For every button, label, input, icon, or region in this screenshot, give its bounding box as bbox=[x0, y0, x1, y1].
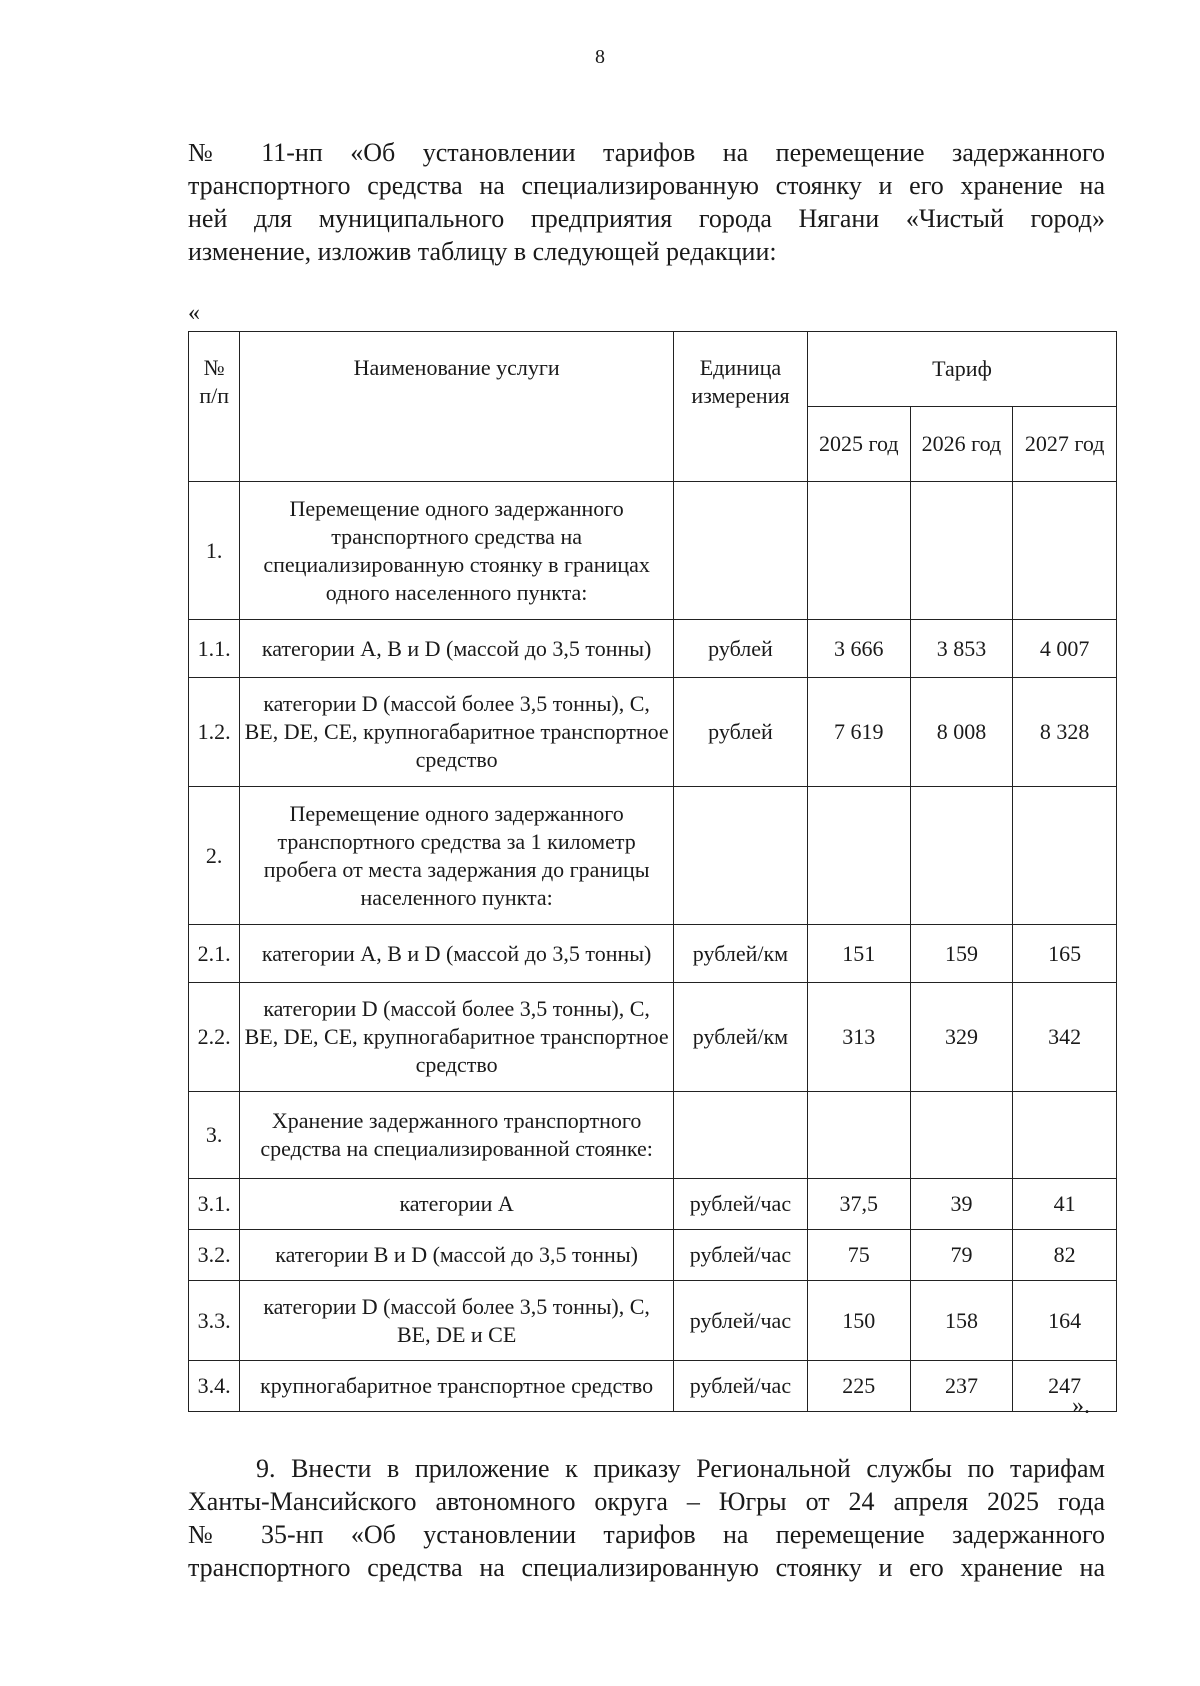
cell-2025: 37,5 bbox=[807, 1179, 910, 1230]
cell-num: 1.1. bbox=[189, 620, 240, 678]
table-header-row bbox=[189, 332, 1117, 407]
cell-2025 bbox=[807, 482, 910, 620]
cell-num: 3.3. bbox=[189, 1281, 240, 1361]
cell-unit: рублей/час bbox=[673, 1361, 807, 1412]
header-tariff: Тариф bbox=[807, 332, 1116, 407]
cell-2026 bbox=[910, 787, 1013, 925]
header-year-2026: 2026 год bbox=[910, 407, 1013, 482]
cell-service: Хранение задержанного транспортного средства на специализированной стоянке: bbox=[240, 1092, 674, 1179]
table-row bbox=[189, 620, 1117, 678]
cell-2027: 82 bbox=[1013, 1230, 1117, 1281]
table-row bbox=[189, 1230, 1117, 1281]
cell-num: 3.2. bbox=[189, 1230, 240, 1281]
table-close-quote: ». bbox=[1072, 1393, 1090, 1419]
table-row bbox=[189, 787, 1117, 925]
cell-num: 2.1. bbox=[189, 925, 240, 983]
cell-2026: 8 008 bbox=[910, 678, 1013, 787]
cell-service: крупногабаритное транспортное средство bbox=[240, 1361, 674, 1412]
cell-unit bbox=[673, 482, 807, 620]
cell-2025: 7 619 bbox=[807, 678, 910, 787]
cell-2027: 8 328 bbox=[1013, 678, 1117, 787]
cell-2025: 225 bbox=[807, 1361, 910, 1412]
cell-2027 bbox=[1013, 787, 1117, 925]
cell-2027: 4 007 bbox=[1013, 620, 1117, 678]
table-open-quote: « bbox=[188, 300, 200, 326]
cell-unit: рублей/км bbox=[673, 983, 807, 1092]
cell-2026: 159 bbox=[910, 925, 1013, 983]
table-row bbox=[189, 1281, 1117, 1361]
cell-unit bbox=[673, 1092, 807, 1179]
outro-line: Ханты-Мансийского автономного округа – Югры от 24 апреля 2025 года bbox=[188, 1487, 1105, 1516]
table-row bbox=[189, 1361, 1117, 1412]
cell-service: категории A, B и D (массой до 3,5 тонны) bbox=[240, 925, 674, 983]
tariff-table bbox=[188, 331, 1117, 1412]
cell-service: категории A bbox=[240, 1179, 674, 1230]
cell-service: категории B и D (массой до 3,5 тонны) bbox=[240, 1230, 674, 1281]
cell-num: 2. bbox=[189, 787, 240, 925]
outro-line: транспортного средства на специализированную стоянку и его хранение на bbox=[188, 1553, 1105, 1582]
cell-2025: 75 bbox=[807, 1230, 910, 1281]
header-unit: Единица измерения bbox=[673, 332, 807, 482]
table-row bbox=[189, 983, 1117, 1092]
table-row bbox=[189, 482, 1117, 620]
intro-line: транспортного средства на специализированную стоянку и его хранение на bbox=[188, 171, 1105, 200]
cell-unit: рублей bbox=[673, 620, 807, 678]
table-row bbox=[189, 1092, 1117, 1179]
intro-line: ней для муниципального предприятия города Нягани «Чистый город» bbox=[188, 204, 1105, 233]
cell-2026 bbox=[910, 482, 1013, 620]
cell-num: 3. bbox=[189, 1092, 240, 1179]
page-number: 8 bbox=[595, 46, 605, 68]
table-row bbox=[189, 678, 1117, 787]
cell-service: Перемещение одного задержанного транспортного средства на специализированную стоянку в границах одного населенного пункта: bbox=[240, 482, 674, 620]
cell-service: категории D (массой более 3,5 тонны), C, BE, DE, CE, крупногабаритное транспортное средство bbox=[240, 983, 674, 1092]
header-year-2025: 2025 год bbox=[807, 407, 910, 482]
cell-2026: 3 853 bbox=[910, 620, 1013, 678]
intro-paragraph bbox=[188, 136, 1105, 268]
cell-num: 1.2. bbox=[189, 678, 240, 787]
outro-line: 9. Внести в приложение к приказу Региональной службы по тарифам bbox=[256, 1454, 1105, 1483]
cell-2027: 342 bbox=[1013, 983, 1117, 1092]
cell-service: категории A, B и D (массой до 3,5 тонны) bbox=[240, 620, 674, 678]
header-num: № п/п bbox=[189, 332, 240, 482]
cell-num: 3.1. bbox=[189, 1179, 240, 1230]
header-service: Наименование услуги bbox=[240, 332, 674, 482]
cell-service: категории D (массой более 3,5 тонны), C, BE, DE и CE bbox=[240, 1281, 674, 1361]
cell-service: категории D (массой более 3,5 тонны), C, BE, DE, CE, крупногабаритное транспортное средство bbox=[240, 678, 674, 787]
cell-2025: 151 bbox=[807, 925, 910, 983]
cell-2026 bbox=[910, 1092, 1013, 1179]
cell-unit: рублей/час bbox=[673, 1179, 807, 1230]
cell-unit: рублей bbox=[673, 678, 807, 787]
cell-unit: рублей/км bbox=[673, 925, 807, 983]
cell-num: 3.4. bbox=[189, 1361, 240, 1412]
cell-2026: 79 bbox=[910, 1230, 1013, 1281]
cell-2027: 164 bbox=[1013, 1281, 1117, 1361]
outro-line: № 35-нп «Об установлении тарифов на перемещение задержанного bbox=[188, 1520, 1105, 1549]
intro-line: изменение, изложив таблицу в следующей редакции: bbox=[188, 237, 777, 266]
cell-unit bbox=[673, 787, 807, 925]
cell-2027 bbox=[1013, 1092, 1117, 1179]
table-row bbox=[189, 1179, 1117, 1230]
cell-2025: 3 666 bbox=[807, 620, 910, 678]
cell-2025 bbox=[807, 1092, 910, 1179]
cell-2027: 165 bbox=[1013, 925, 1117, 983]
cell-2026: 237 bbox=[910, 1361, 1013, 1412]
cell-unit: рублей/час bbox=[673, 1230, 807, 1281]
cell-num: 1. bbox=[189, 482, 240, 620]
cell-2027 bbox=[1013, 482, 1117, 620]
header-year-2027: 2027 год bbox=[1013, 407, 1117, 482]
cell-2025: 313 bbox=[807, 983, 910, 1092]
cell-2026: 39 bbox=[910, 1179, 1013, 1230]
table-row bbox=[189, 925, 1117, 983]
cell-2026: 158 bbox=[910, 1281, 1013, 1361]
cell-unit: рублей/час bbox=[673, 1281, 807, 1361]
outro-paragraph bbox=[188, 1452, 1105, 1584]
cell-num: 2.2. bbox=[189, 983, 240, 1092]
cell-2027: 41 bbox=[1013, 1179, 1117, 1230]
intro-line: № 11-нп «Об установлении тарифов на перемещение задержанного bbox=[188, 138, 1105, 167]
cell-2025: 150 bbox=[807, 1281, 910, 1361]
cell-2025 bbox=[807, 787, 910, 925]
cell-service: Перемещение одного задержанного транспортного средства за 1 километр пробега от места задержания до границы населенного пункта: bbox=[240, 787, 674, 925]
cell-2026: 329 bbox=[910, 983, 1013, 1092]
cell-2027: 247 bbox=[1013, 1361, 1117, 1412]
